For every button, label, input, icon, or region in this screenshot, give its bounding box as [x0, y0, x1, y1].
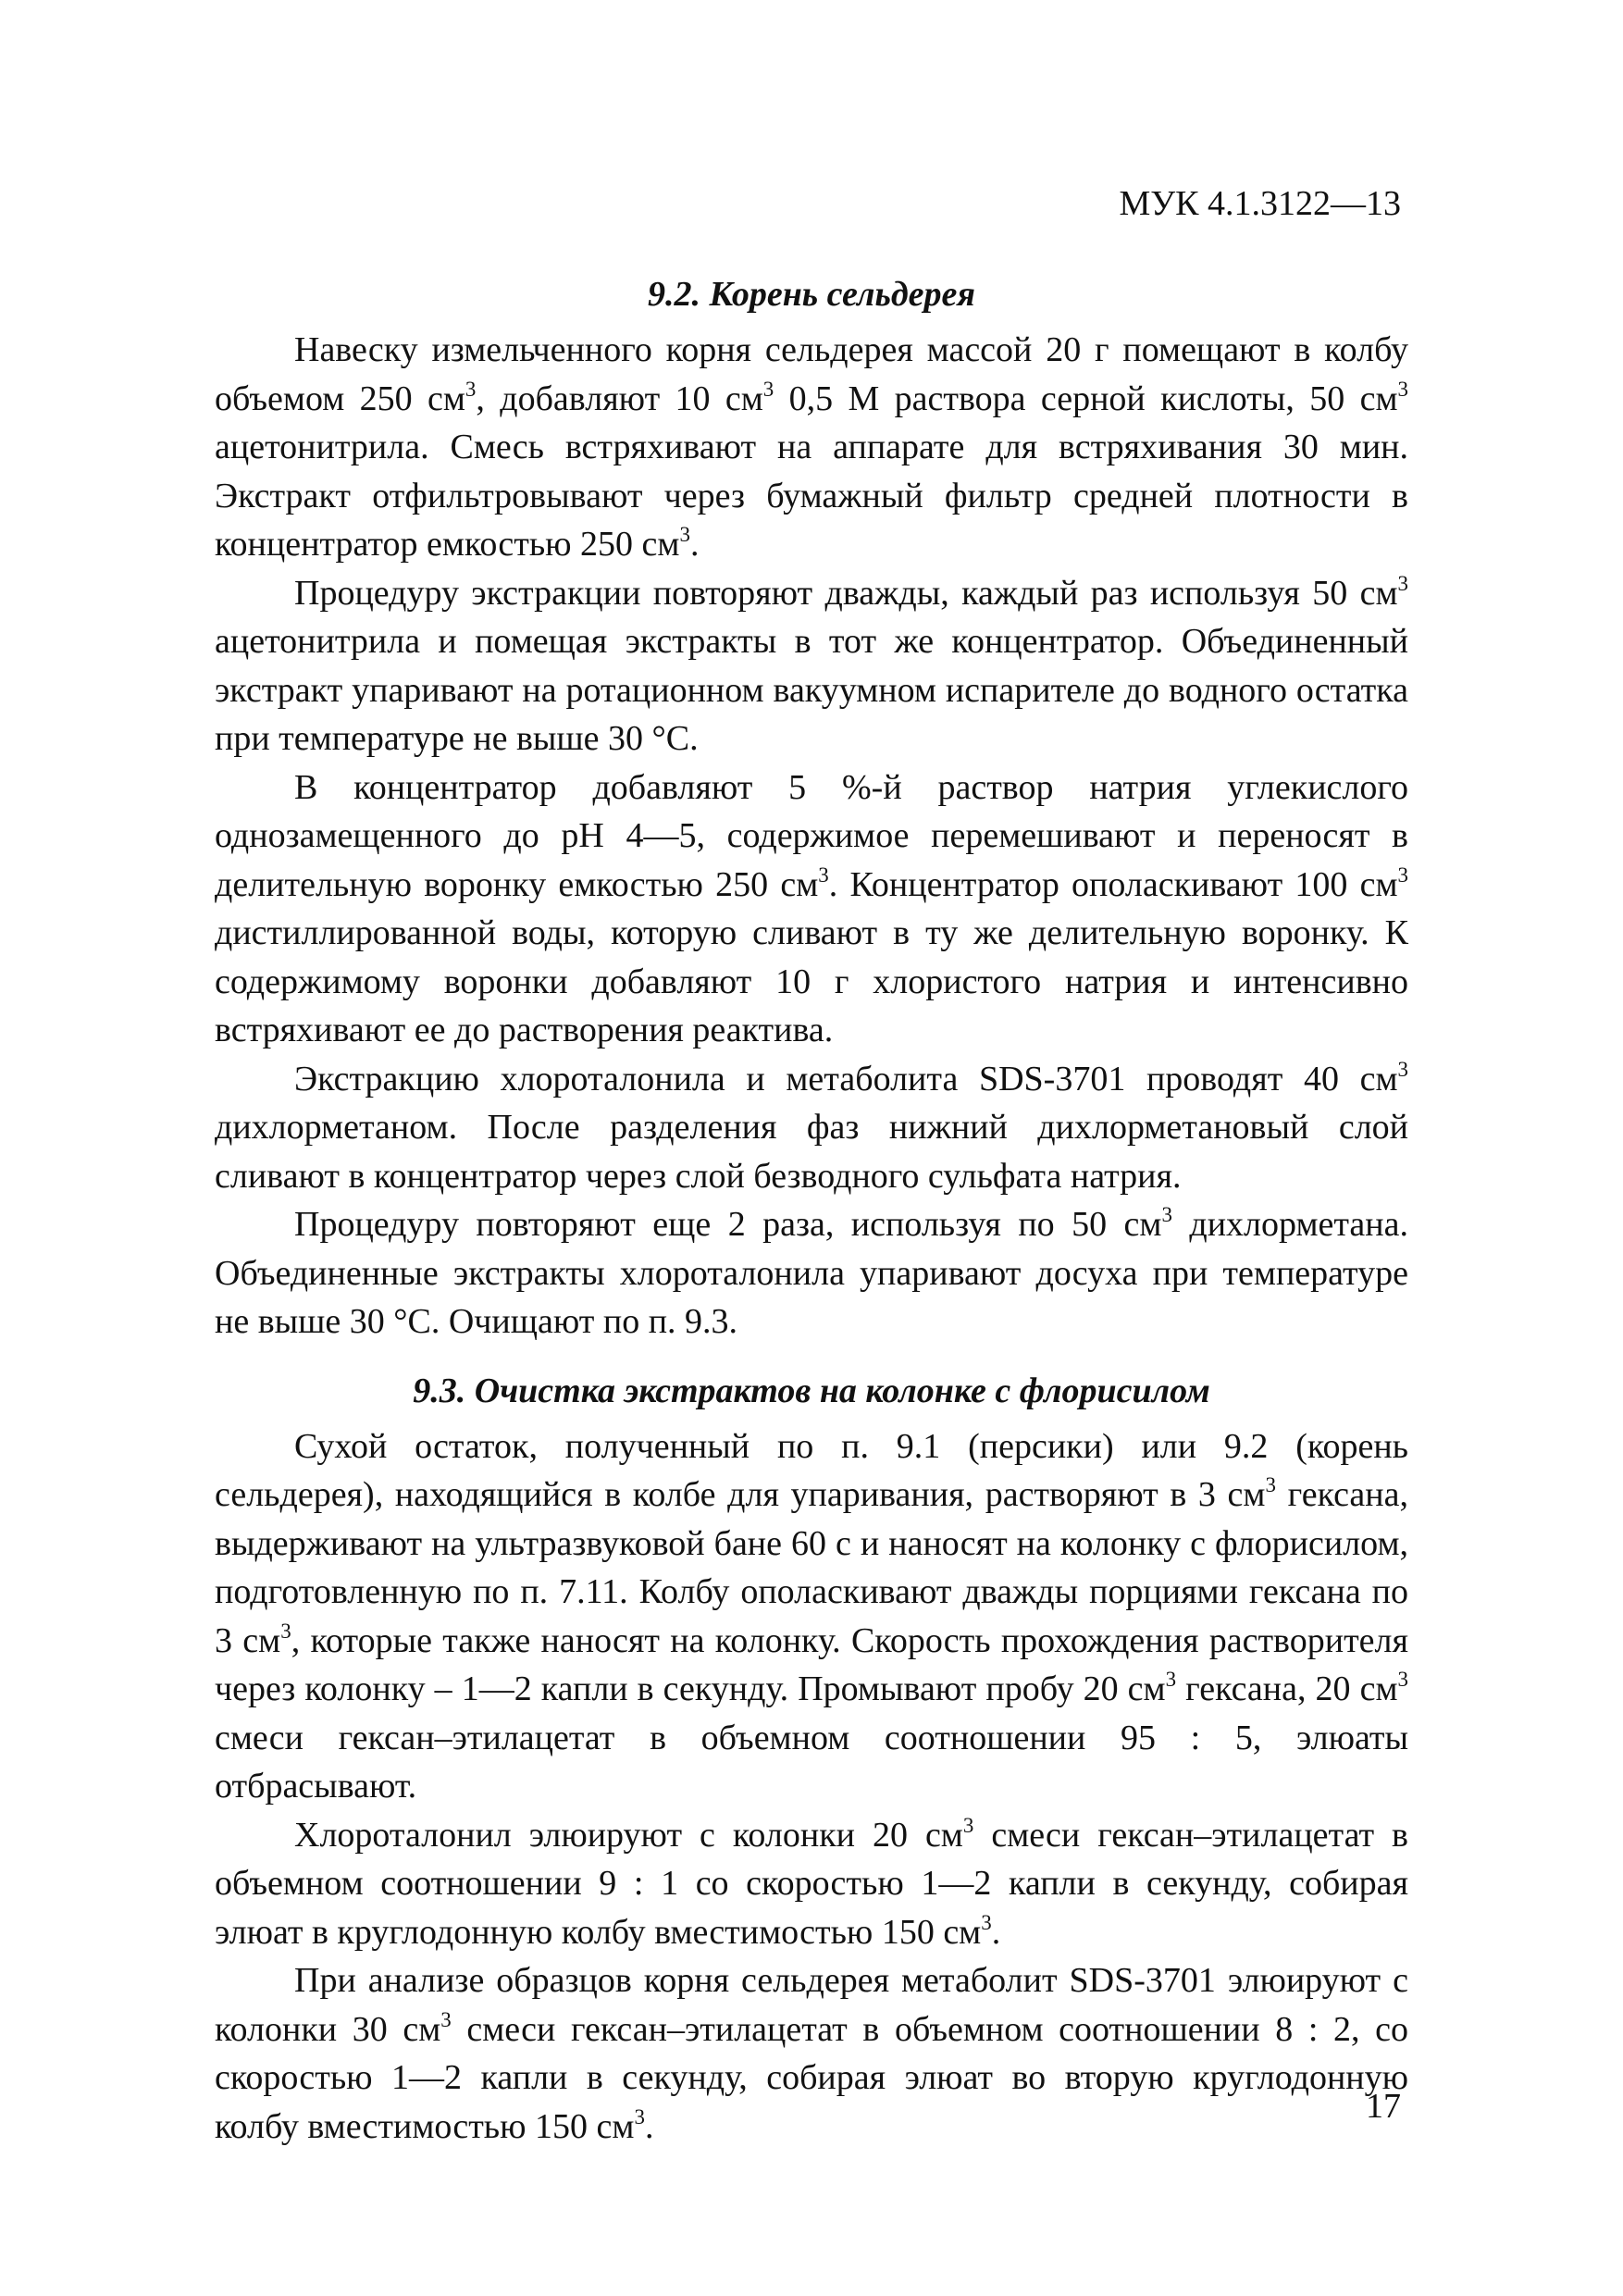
superscript-cm3: 3 — [679, 523, 690, 546]
superscript-cm3: 3 — [280, 1619, 291, 1643]
superscript-cm3: 3 — [1397, 863, 1408, 887]
superscript-cm3: 3 — [1397, 377, 1408, 401]
paragraph-9-2-4: Экстракцию хлороталонила и метаболита SDS-3701 проводят 40 $см^3$ дихлорметаном. После разделения фаз нижний дихлорметановый слой сливают в концентратор через слой безводного сульфата натрия. — [215, 1057, 1408, 1196]
section-heading-9-3: 9.3. Очистка экстрактов на колонке с флорисилом — [413, 1371, 1210, 1410]
paragraph-9-3-3: При анализе образцов корня сельдерея метаболит SDS-3701 элюируют с колонки 30 $см^3$ смеси гексан–этилацетат в объемном соотношении 8 : 2, со скоростью 1—2 капли в секунду, собирая элюат во вторую круглодонную колбу вместимостью 150 $см^3$. — [215, 1961, 1409, 2146]
paragraph-9-2-3: В концентратор добавляют 5 %-й раствор натрия углекислого однозамещенного до pH 4—5, содержимое перемешивают и переносят в делительную воронку емкостью 250 $см^3$. Концентратор ополаскивают 100 $см^3$ дистиллированной воды, которую сливают в ту же делительную воронку. К содержимому воронки добавляют 10 г хлористого натрия и интенсивно встряхивают ее до растворения реактива. — [215, 767, 1408, 1049]
paragraph-9-2-5: Процедуру повторяют еще 2 раза, используя по 50 $см^3$ дихлорметана. Объединенные экстракты хлороталонила упаривают досуха при температуре не выше 30 °С. Очищают по п. 9.3. — [215, 1203, 1408, 1341]
running-header-document-code: МУК 4.1.3122—13 — [1119, 184, 1401, 223]
paragraph-9-2-1: Навеску измельченного корня сельдерея массой 20 г помещают в колбу объемом 250 $см^3$, добавляют 10 $см^3$ 0,5 М раствора серной кислоты, 50 $см^3$ ацетонитрила. Смесь встряхивают на аппарате для встряхивания 30 мин. Экстракт отфильтровывают через бумажный фильтр средней плотности в концентратор емкостью 250 $см^3$. — [215, 330, 1408, 564]
superscript-cm3: 3 — [1161, 1203, 1172, 1226]
page-number: 17 — [1366, 2087, 1401, 2126]
superscript-cm3: 3 — [1397, 571, 1408, 595]
superscript-cm3: 3 — [962, 1813, 974, 1837]
section-heading-9-2: 9.2. Корень сельдерея — [648, 275, 975, 314]
paragraph-9-3-2: Хлороталонил элюируют с колонки 20 $см^3$ смеси гексан–этилацетат в объемном соотношении 9 : 1 со скоростью 1—2 капли в секунду, собирая элюат в круглодонную колбу вместимостью 150 $см^3$. — [215, 1813, 1408, 1952]
superscript-cm3: 3 — [981, 1910, 992, 1934]
superscript-cm3: 3 — [440, 2007, 452, 2031]
superscript-cm3: 3 — [1397, 1057, 1408, 1081]
paragraph-9-2-2: Процедуру экстракции повторяют дважды, каждый раз используя 50 $см^3$ ацетонитрила и помещая экстракты в тот же концентратор. Объединенный экстракт упаривают на ротационном вакуумном испарителе до водного остатка при температуре не выше 30 °С. — [215, 571, 1408, 758]
superscript-cm3: 3 — [634, 2104, 645, 2128]
superscript-cm3: 3 — [1165, 1668, 1177, 1691]
superscript-cm3: 3 — [1265, 1473, 1276, 1496]
superscript-cm3: 3 — [818, 863, 829, 887]
paragraph-9-3-1: Сухой остаток, полученный по п. 9.1 (персики) или 9.2 (корень сельдерея), находящийся в колбе для упаривания, растворяют в 3 $см^3$ гексана, выдерживают на ультразвуковой бане 60 с и наносят на колонку с флорисилом, подготовленную по п. 7.11. Колбу ополаскивают дважды порциями гексана по 3 $см^3$, которые также наносят на колонку. Скорость прохождения растворителя через колонку – 1—2 капли в секунду. Промывают пробу 20 $см^3$ гексана, 20 $см^3$ смеси гексан–этилацетат в объемном соотношении 95 : 5, элюаты отбрасывают. — [215, 1426, 1409, 1806]
superscript-cm3: 3 — [762, 377, 774, 401]
document-body — [215, 270, 1408, 2151]
superscript-cm3: 3 — [1397, 1668, 1409, 1691]
superscript-cm3: 3 — [465, 377, 477, 401]
